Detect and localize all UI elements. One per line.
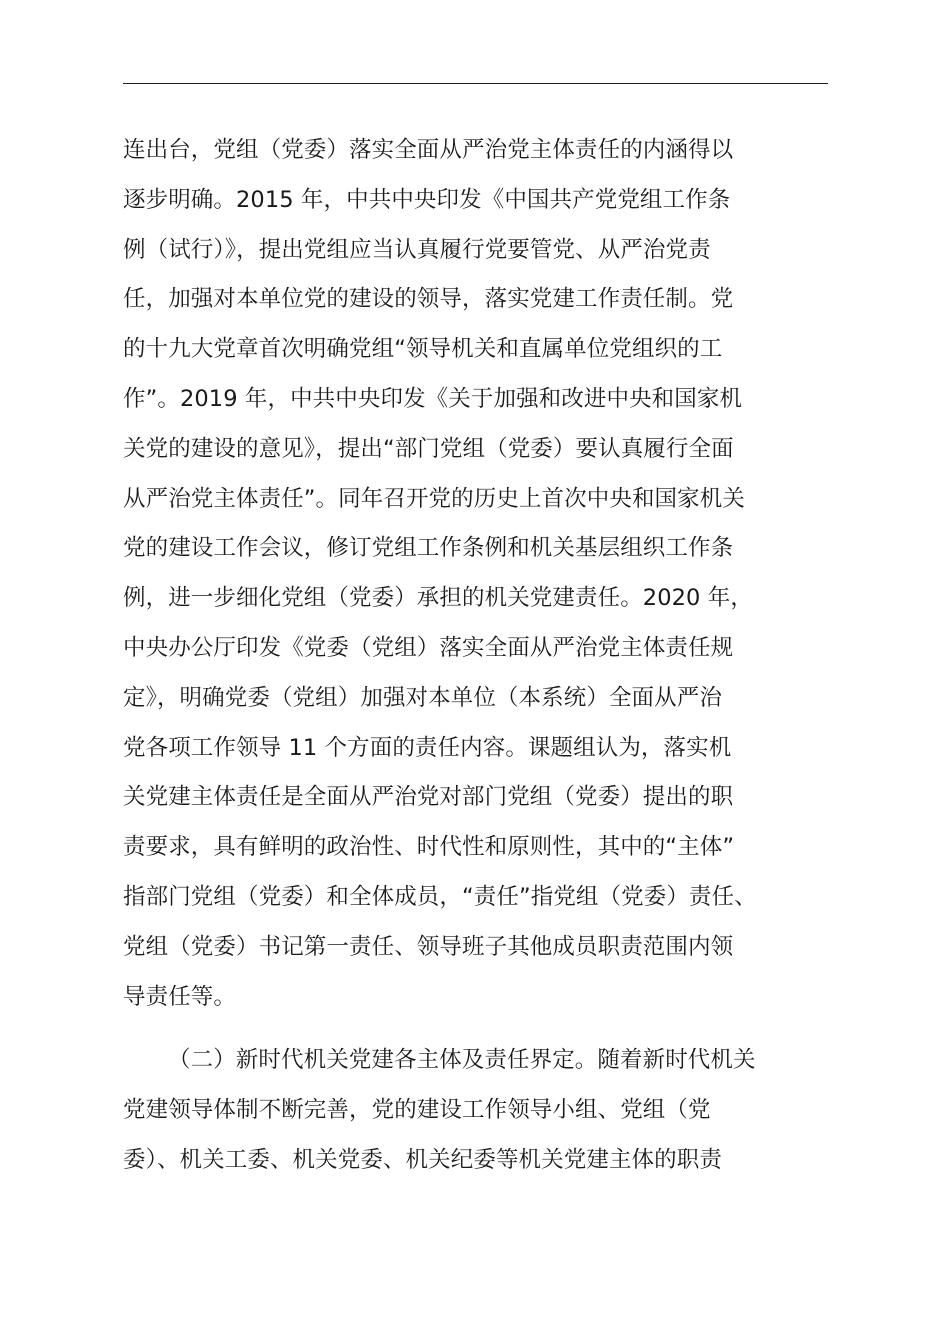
text-line: 作”。2019 年，中共中央印发《关于加强和改进中央和国家机 bbox=[123, 385, 743, 412]
text-line-indented: （二）新时代机关党建各主体及责任界定。随着新时代机关 bbox=[168, 1047, 756, 1074]
text-line: 关党建主体责任是全面从严治党对部门党组（党委）提出的职 bbox=[123, 784, 734, 811]
header-rule bbox=[123, 83, 828, 84]
paragraph-2 bbox=[123, 1036, 835, 1185]
text-line: 定》，明确党委（党组）加强对本单位（本系统）全面从严治 bbox=[123, 684, 722, 711]
text-line: 的十九大党章首次明确党组“领导机关和直属单位党组织的工 bbox=[123, 336, 723, 363]
text-line: 逐步明确。2015 年，中共中央印发《中国共产党党组工作条 bbox=[123, 186, 731, 213]
paragraph-gap bbox=[123, 1022, 835, 1036]
text-line: 从严治党主体责任”。同年召开党的历史上首次中央和国家机关 bbox=[123, 485, 745, 512]
text-line: 例，进一步细化党组（党委）承担的机关党建责任。2020 年， bbox=[123, 585, 753, 612]
text-line: 委）、机关工委、机关党委、机关纪委等机关党建主体的职责 bbox=[123, 1146, 722, 1173]
paragraph-1 bbox=[123, 126, 835, 1022]
text-line: 责要求，具有鲜明的政治性、时代性和原则性，其中的“主体” bbox=[123, 834, 735, 861]
document-body bbox=[123, 126, 835, 1186]
text-line: 党建领导体制不断完善，党的建设工作领导小组、党组（党 bbox=[123, 1097, 711, 1124]
text-line: 指部门党组（党委）和全体成员，“责任”指党组（党委）责任、 bbox=[123, 883, 757, 910]
text-line: 连出台，党组（党委）落实全面从严治党主体责任的内涵得以 bbox=[123, 137, 734, 163]
text-line: 任，加强对本单位党的建设的领导，落实党建工作责任制。党 bbox=[123, 286, 734, 313]
text-line: 党各项工作领导 11 个方面的责任内容。课题组认为，落实机 bbox=[123, 734, 732, 761]
text-line: 关党的建设的意见》，提出“部门党组（党委）要认真履行全面 bbox=[123, 435, 734, 462]
text-line: 党组（党委）书记第一责任、领导班子其他成员职责范围内领 bbox=[123, 933, 734, 960]
text-line: 中央办公厅印发《党委（党组）落实全面从严治党主体责任规 bbox=[123, 634, 734, 661]
text-line: 例（试行）》，提出党组应当认真履行党要管党、从严治党责 bbox=[123, 236, 711, 263]
text-line: 党的建设工作会议，修订党组工作条例和机关基层组织工作条 bbox=[123, 535, 734, 562]
text-line: 导责任等。 bbox=[123, 983, 237, 1010]
